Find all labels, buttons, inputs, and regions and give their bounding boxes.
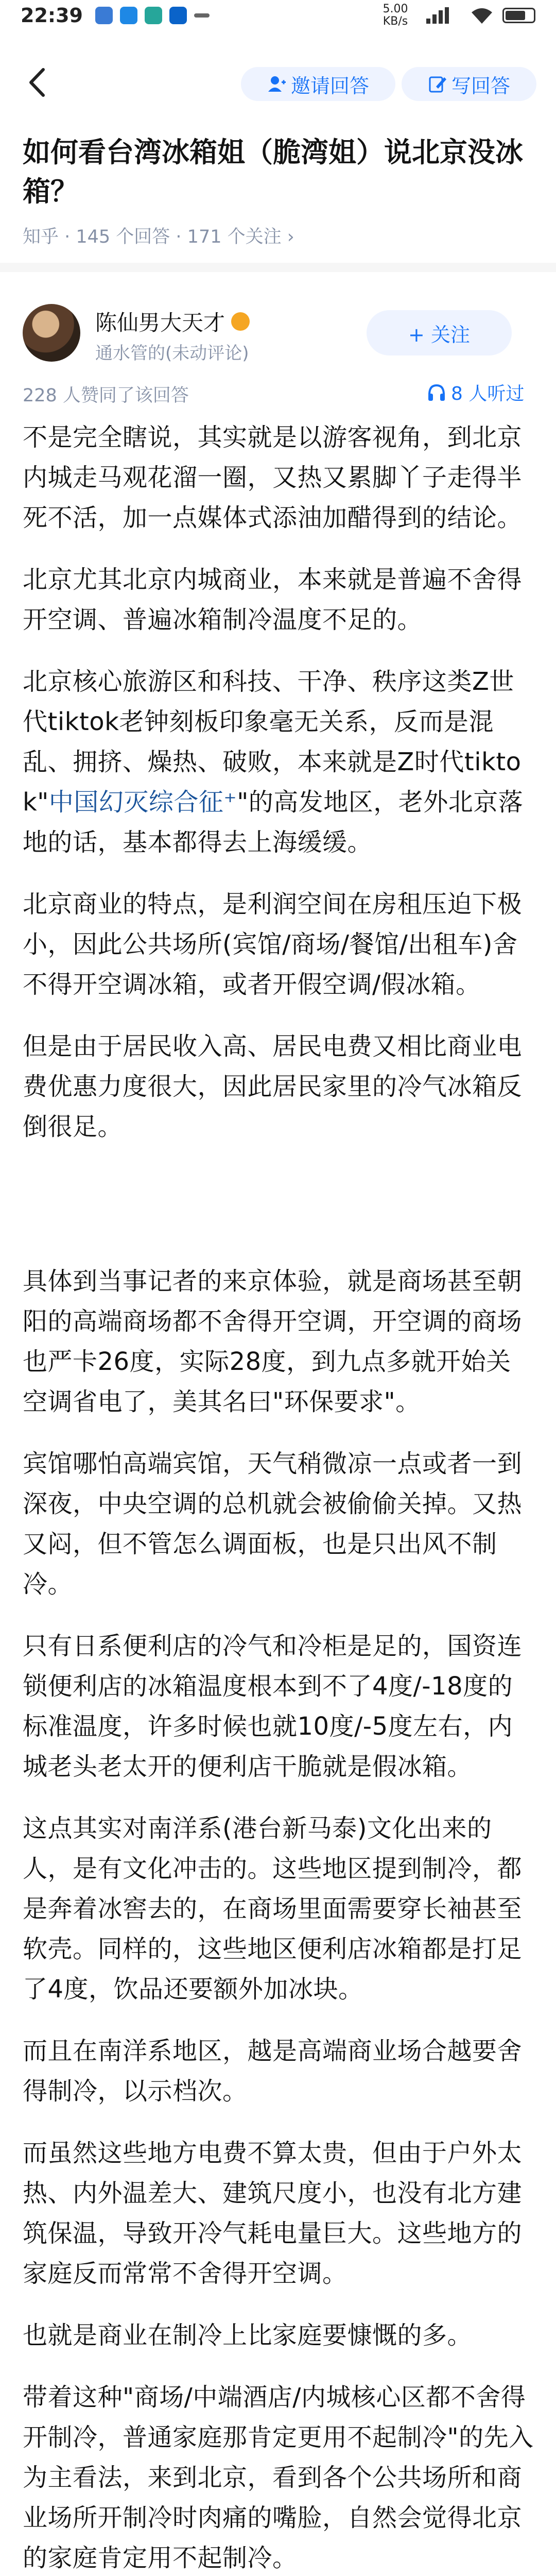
answer-text-segment: 北京核心旅游区和科技、干净、秩序这类Z世代tiktok老钟刻板印象毫无关系，反而是混乱、拥挤、燥热、破败，本来就是Z时代tiktok" (23, 667, 522, 817)
wifi-icon (471, 6, 493, 25)
status-time: 22:39 (21, 4, 83, 27)
top-bar (0, 52, 556, 113)
answer-paragraph: 宾馆哪怕高端宾馆，天气稍微凉一点或者一到深夜，中央空调的总机就会被偷偷关掉。又热又闷，但不管怎么调面板，也是只出风不制冷。 (23, 1449, 523, 1599)
paragraph-gap (23, 1168, 535, 1261)
invite-answer-button[interactable] (241, 67, 395, 101)
section-divider (0, 263, 556, 272)
app-notification-icon (145, 7, 162, 24)
answer-paragraph: 北京商业的特点，是利润空间在房租压迫下极小，因此公共场所(宾馆/商场/餐馆/出租车)舍不得开空调冰箱，或者开假空调/假冰箱。 (23, 890, 523, 999)
endorse-count: 228 人赞同了该回答 (23, 385, 189, 406)
back-arrow-icon[interactable] (21, 64, 57, 100)
answer-paragraph: 北京尤其北京内城商业，本来就是普遍不舍得开空调、普遍冰箱制冷温度不足的。 (23, 565, 523, 634)
listen-count: 8 人听过 (451, 383, 525, 404)
app-notification-icon (120, 7, 137, 24)
verified-badge-icon (231, 312, 250, 331)
question-title[interactable]: 如何看台湾冰箱姐（脆湾姐）说北京没冰箱？ (23, 136, 523, 208)
answer-paragraph: 带着这种"商场/中端酒店/内城核心区都不舍得开制冷，普通家庭那肯定更用不起制冷"的先入为主看法，来到北京，看到各个公共场所和商业场所开制冷时肉痛的嘴脸，自然会觉得北京的家庭肯定用不起制冷。 (23, 2383, 534, 2572)
listen-button[interactable] (427, 379, 524, 405)
answer-paragraph: 也就是商业在制冷上比家庭要慷慨的多。 (23, 2321, 473, 2350)
follow-button[interactable]: + 关注 (367, 310, 512, 355)
edit-icon (428, 74, 447, 94)
author-bio: 通水管的(未动评论) (95, 343, 249, 364)
author-name-row[interactable] (95, 306, 250, 337)
answer-paragraph: 但是由于居民收入高、居民电费又相比商业电费优惠力度很大，因此居民家里的冷气冰箱反倒很足。 (23, 1032, 523, 1141)
headphones-icon (427, 383, 446, 402)
battery-icon (502, 8, 535, 23)
answer-paragraph: 不是完全瞎说，其实就是以游客视角，到北京内城走马观花溜一圈，又热又累脚丫子走得半死不活，加一点媒体式添油加醋得到的结论。 (23, 423, 523, 532)
invite-answer-label: 邀请回答 (290, 74, 369, 97)
app-notification-icon (169, 7, 187, 24)
network-speed: 5.00 KB/s (383, 3, 408, 28)
question-meta[interactable]: 知乎 · 145 个回答 · 171 个关注 › (23, 227, 294, 247)
answer-paragraph: 而且在南洋系地区，越是高端商业场合越要舍得制冷，以示档次。 (23, 2037, 523, 2106)
answer-paragraph (23, 662, 535, 862)
answer-content (23, 417, 535, 2576)
avatar[interactable] (23, 304, 80, 362)
answer-paragraph: 只有日系便利店的冷气和冷柜是足的，国资连锁便利店的冰箱温度根本到不了4度/-18度的标准温度，许多时候也就10度/-5度左右，内城老头老太开的便利店干脆就是假冰箱。 (23, 1632, 523, 1781)
app-notification-icon (95, 7, 113, 24)
answer-paragraph: 这点其实对南洋系(港台新马泰)文化出来的人，是有文化冲击的。这些地区提到制冷，都是奔着冰窖去的，在商场里面需要穿长袖甚至软壳。同样的，这些地区便利店冰箱都是打足了4度，饮品还要额外加冰块。 (23, 1814, 523, 2004)
answer-paragraph: 具体到当事记者的来京体验，就是商场甚至朝阳的高端商场都不舍得开空调，开空调的商场也严卡26度，实际28度，到九点多就开始关空调省电了，美其名曰"环保要求"。 (23, 1267, 523, 1416)
signal-icon (425, 6, 461, 25)
answer-text-segment: "的高发地区，老外北京落地的话，基本都得去上海缓缓。 (23, 788, 524, 857)
topic-link[interactable]: 中国幻灭综合征⁺ (48, 788, 237, 817)
notification-icons (95, 7, 210, 24)
author-name: 陈仙男大天才 (95, 310, 225, 335)
status-bar (0, 0, 556, 31)
answer-paragraph: 而虽然这些地方电费不算太贵，但由于户外太热、内外温差大、建筑尺度小，也没有北方建筑保温，导致开冷气耗电量巨大。这些地方的家庭反而常常不舍得开空调。 (23, 2139, 523, 2288)
write-answer-button[interactable] (402, 67, 536, 101)
more-dots-icon (194, 13, 210, 18)
write-answer-label: 写回答 (451, 74, 510, 97)
add-user-icon (267, 74, 287, 94)
